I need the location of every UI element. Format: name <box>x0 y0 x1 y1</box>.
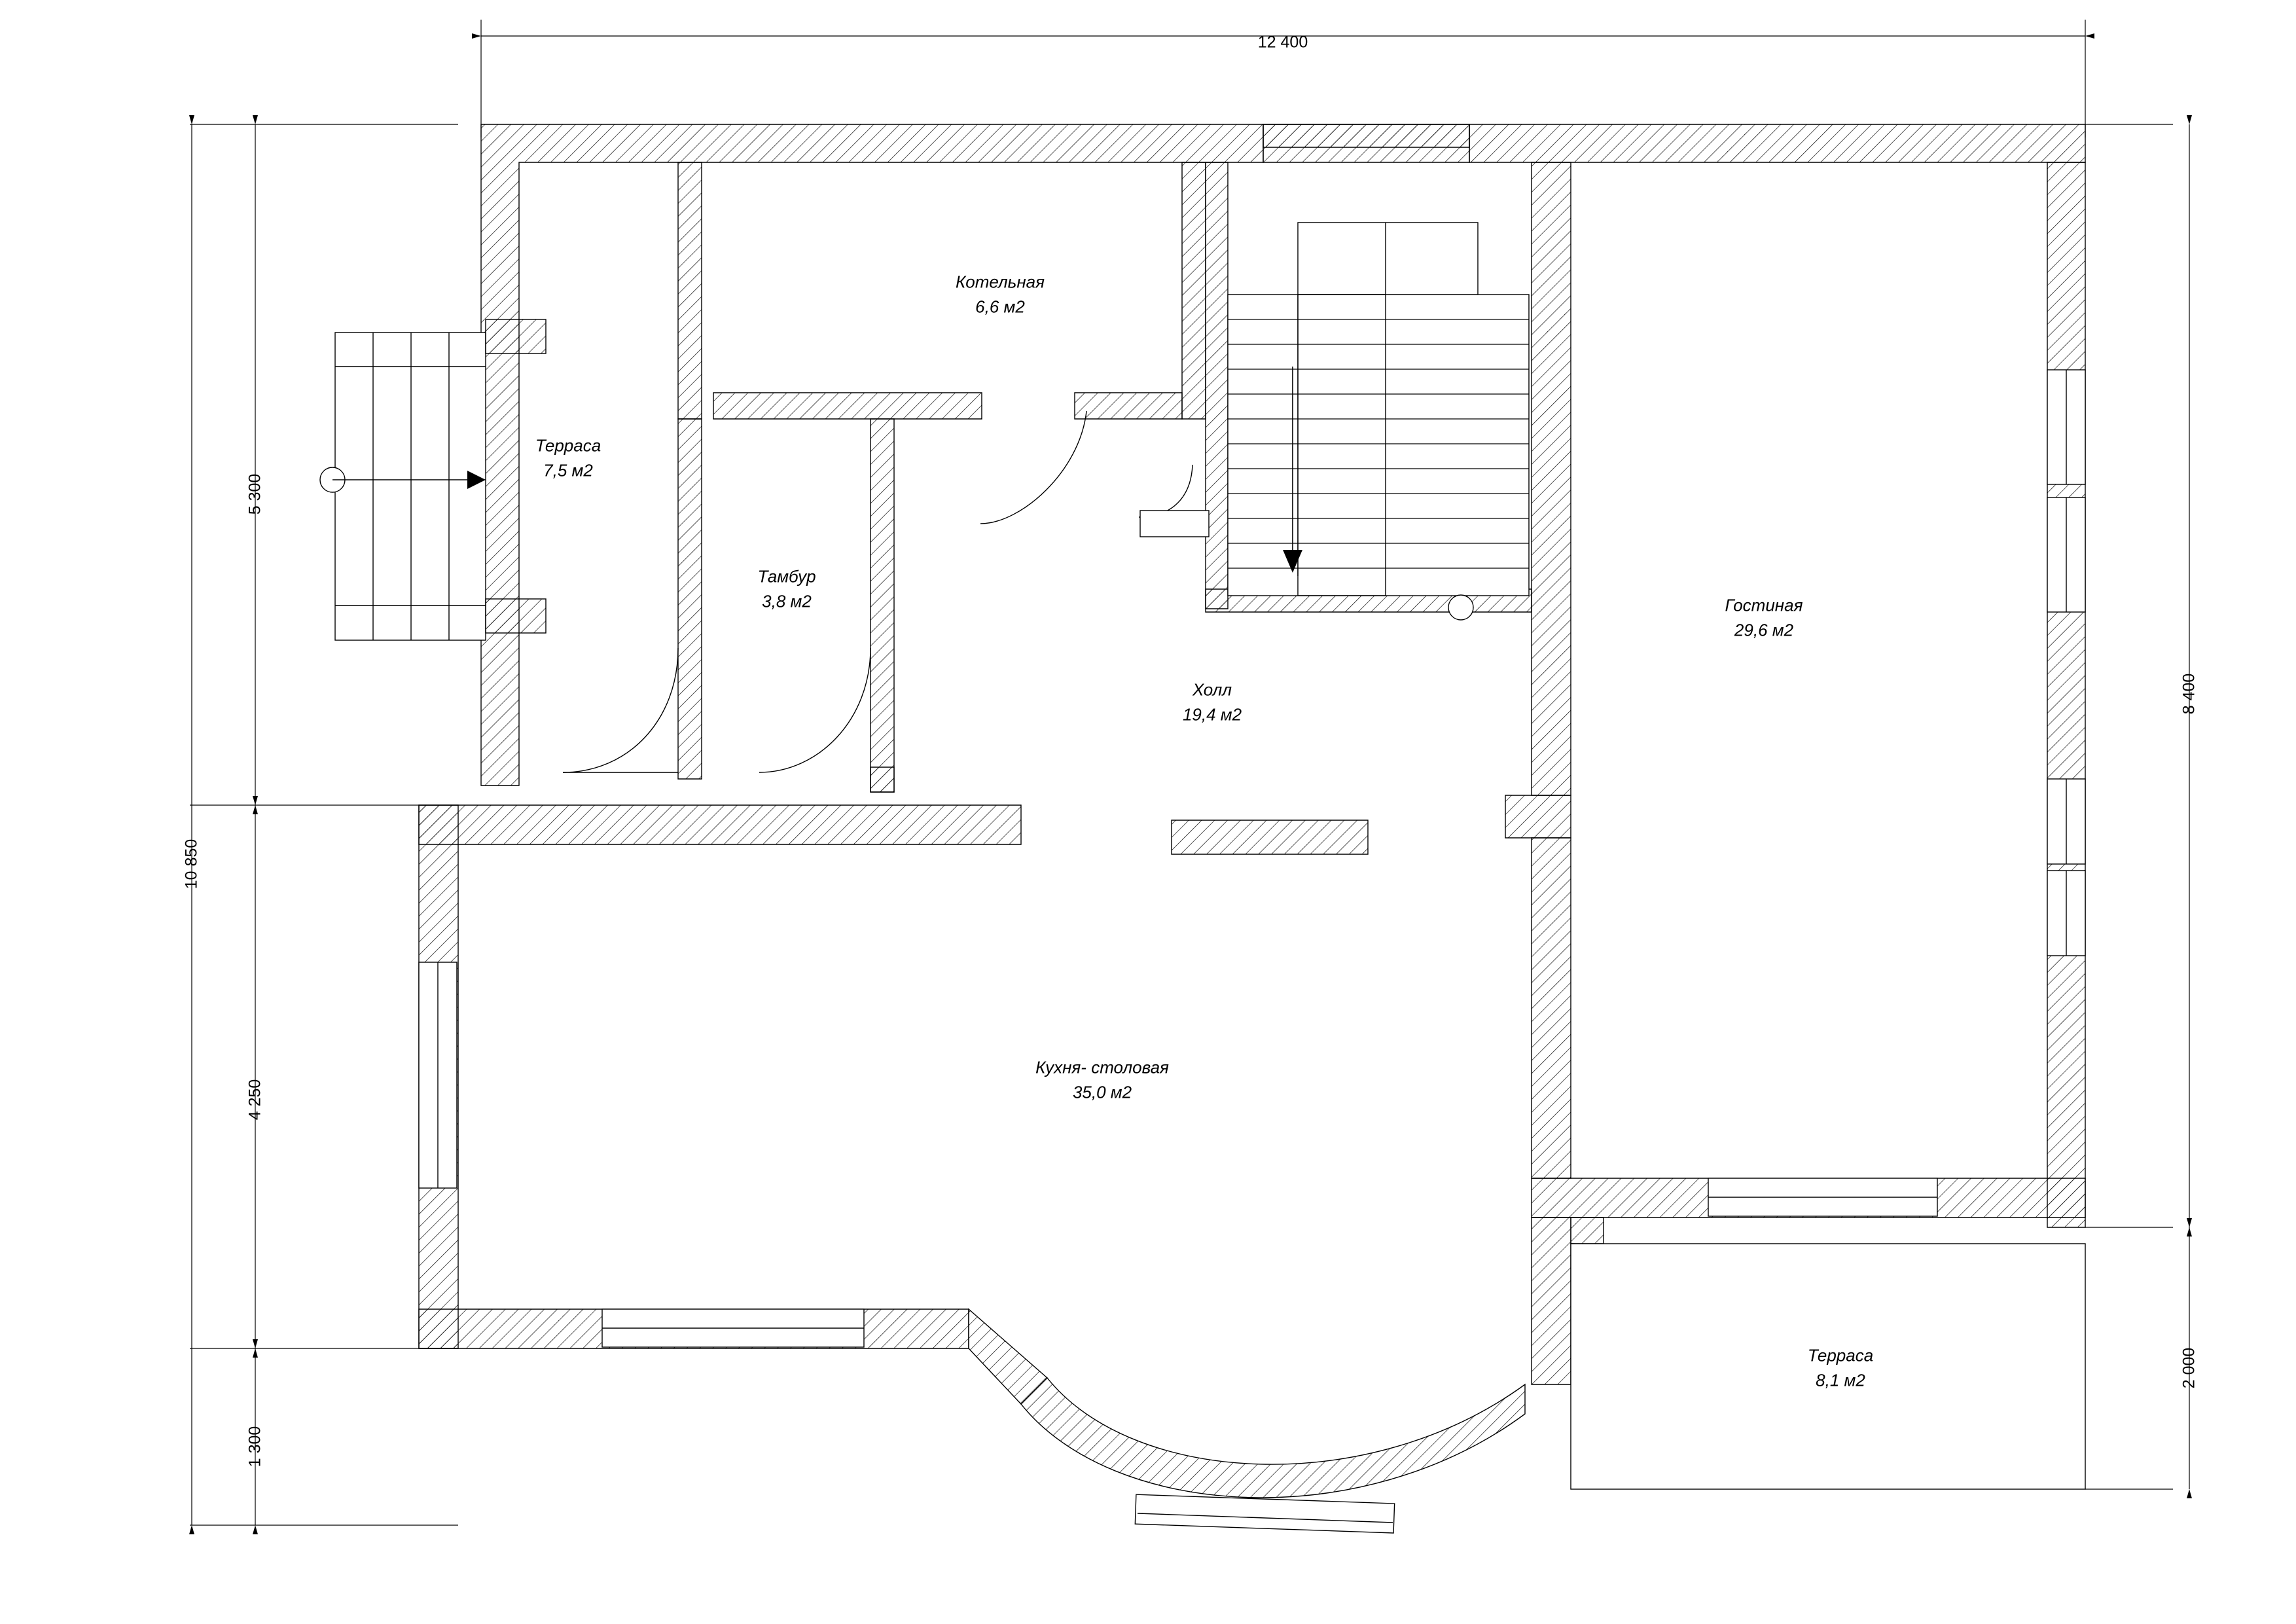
dimension-top-overall: 12 400 <box>1257 33 1308 52</box>
dimension-left-5300: 5 300 <box>245 473 264 515</box>
room-area: 29,6 м2 <box>1734 620 1794 640</box>
room-name: Холл <box>1193 679 1232 700</box>
room-area: 6,6 м2 <box>975 297 1025 316</box>
room-name: Тамбур <box>757 566 816 586</box>
dimension-left-overall: 10 850 <box>182 839 201 890</box>
room-name: Терраса <box>1807 1345 1874 1365</box>
room-area: 8,1 м2 <box>1816 1370 1865 1390</box>
dimension-left-4250: 4 250 <box>245 1079 264 1121</box>
dimension-left-1300: 1 300 <box>245 1426 264 1468</box>
dimension-right-8400: 8 400 <box>2179 673 2198 715</box>
room-area: 3,8 м2 <box>762 591 812 611</box>
room-name: Котельная <box>955 272 1045 292</box>
room-name: Кухня- столовая <box>1035 1057 1169 1077</box>
dimension-right-2000: 2 000 <box>2179 1347 2198 1389</box>
room-area: 35,0 м2 <box>1072 1082 1132 1102</box>
room-area: 7,5 м2 <box>543 460 593 480</box>
room-name: Терраса <box>535 435 601 456</box>
room-area: 19,4 м2 <box>1182 704 1242 724</box>
room-name: Гостиная <box>1725 595 1803 615</box>
